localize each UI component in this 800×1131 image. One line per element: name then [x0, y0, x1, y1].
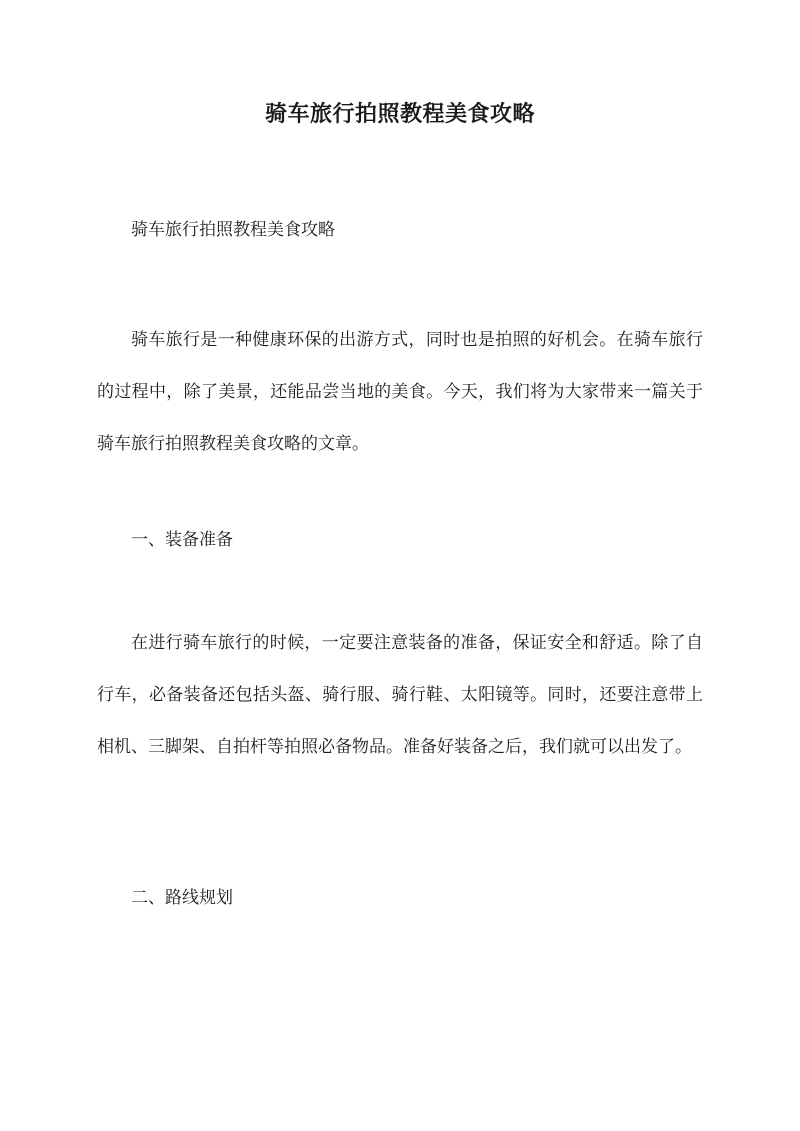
document-subtitle: 骑车旅行拍照教程美食攻略: [131, 220, 335, 240]
section-heading-route: 二、路线规划: [131, 888, 233, 908]
section-body-equipment: 在进行骑车旅行的时候，一定要注意装备的准备，保证安全和舒适。除了自行车，必备装备还包括头盔、骑行服、骑行鞋、太阳镜等。同时，还要注意带上相机、三脚架、自拍杆等拍照必备物品。准备好装备之后，我们就可以出发了。: [97, 633, 703, 757]
document-title: 骑车旅行拍照教程美食攻略: [264, 101, 535, 127]
intro-paragraph: 骑车旅行是一种健康环保的出游方式，同时也是拍照的好机会。在骑车旅行的过程中，除了美景，还能品尝当地的美食。今天，我们将为大家带来一篇关于骑车旅行拍照教程美食攻略的文章。: [97, 330, 703, 454]
section-heading-equipment: 一、装备准备: [131, 530, 233, 550]
